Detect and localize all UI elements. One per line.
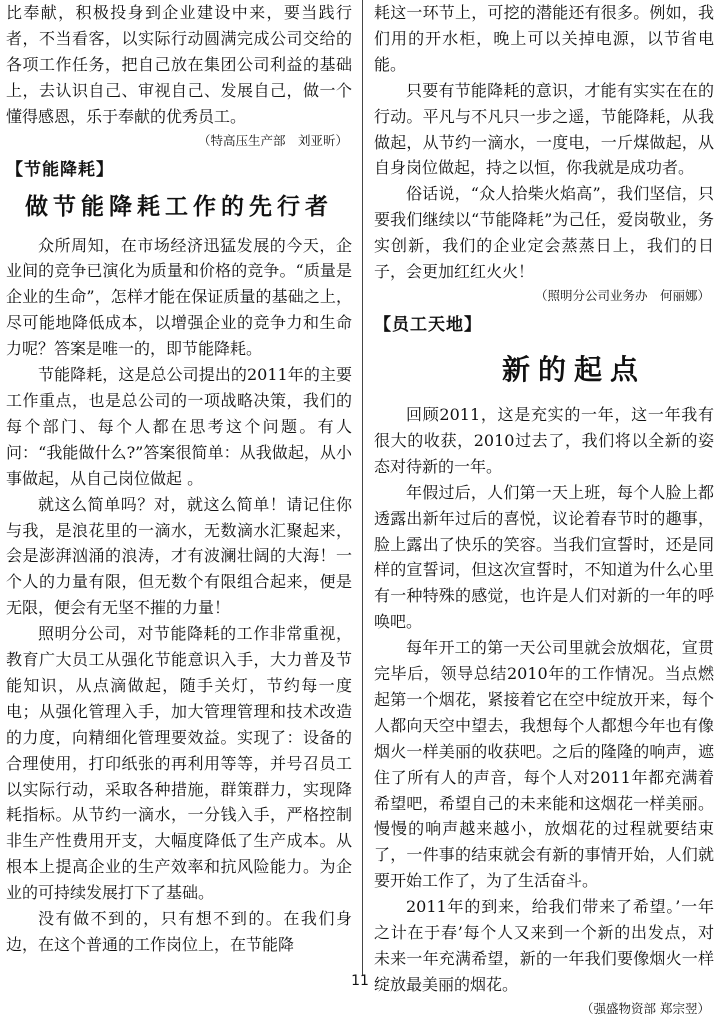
article-signature-new-start: （强盛物资部 郑宗翌） xyxy=(581,1000,710,1016)
page-number: 11 xyxy=(351,973,369,989)
article-signature-energy: （照明分公司业务办 何丽娜） xyxy=(534,287,710,303)
prev-article-signature: （特高压生产部 刘亚昕） xyxy=(197,132,348,148)
article-paragraph: 年假过后，人们第一天上班，每个人脸上都透露出新年过后的喜悦，议论着春节时的趣事，脸上露出了快乐的笑容。当我们宣誓时，还是同样的宣誓词，但这次宣誓时，不知道为什么心里有一种特殊的感觉，也许是人们对新的一年的呼唤吧。 xyxy=(374,482,714,632)
article-title-new-start: 新的起点 xyxy=(501,352,646,386)
article-title-energy-saving: 做节能降耗工作的先行者 xyxy=(25,193,333,220)
section-tag-staff-corner: 【员工天地】 xyxy=(374,314,482,335)
article-paragraph: 没有做不到的，只有想不到的。在我们身边，在这个普通的工作岗位上，在节能降 xyxy=(6,909,352,954)
right-column xyxy=(374,0,714,1020)
article-paragraph: 众所周知，在市场经济迅猛发展的今天，企业间的竞争已演化为质量和价格的竞争。“质量是企业的生命”，怎样才能在保证质量的基础之上，尽可能地降低成本，以增强企业的竞争力和生命力呢？答案是唯一的，即节能降耗。 xyxy=(6,235,352,359)
prev-article-tail: 比奉献，积极投身到企业建设中来，要当践行者，不当看客，以实际行动圆满完成公司交给的各项工作任务，把自己放在集团公司利益的基础上，去认识自己、审视自己、发展自己，做一个懂得感恩，乐于奉献的优秀员工。 xyxy=(6,3,352,126)
article-paragraph: 每年开工的第一天公司里就会放烟花，宣贯完毕后，领导总结2010年的工作情况。当点燃起第一个烟花，紧接着它在空中绽放开来，每个人都向天空中望去，我想每个人都想今年也有像烟火一样美丽的收获吧。之后的隆隆的响声，遮住了所有人的声音，每个人对2011年都充满着希望吧，希望自己的未来能和这烟花一样美丽。慢慢的响声越来越小，放烟花的过程就要结束了，一件事的结束就会有新的事情开始，人们就要开始工作了，为了生活奋斗。 xyxy=(374,638,714,891)
article-paragraph: 节能降耗，这是总公司提出的2011年的主要工作重点，也是总公司的一项战略决策，我们的每个部门、每个人都在思考这个问题。有人问：“我能做什么?”答案很简单：从我做起，从小事做起，从自己岗位做起 。 xyxy=(6,365,352,488)
section-tag-energy-saving: 【节能降耗】 xyxy=(6,159,114,180)
article-paragraph: 俗话说，“众人拾柴火焰高”，我们坚信，只要我们继续以“节能降耗”为己任，爱岗敬业，务实创新，我们的企业定会蒸蒸日上，我们的日子，会更加红红火火！ xyxy=(374,184,714,282)
article-paragraph: 2011年的到来，给我们带来了希望。’一年之计在于春’每个人又来到一个新的出发点，对未来一年充满希望，新的一年我们要像烟火一样绽放最美丽的烟花。 xyxy=(374,897,714,994)
article-paragraph-continued: 耗这一环节上，可挖的潜能还有很多。例如，我们用的开水柜，晚上可以关掉电源，以节省电能。 xyxy=(374,3,714,74)
column-divider xyxy=(362,0,363,975)
article-paragraph: 照明分公司，对节能降耗的工作非常重视，教育广大员工从强化节能意识入手，大力普及节能知识，从点滴做起，随手关灯，节约每一度电；从强化管理入手，加大管理管理和技术改造的力度，向精细化管理要效益。实现了：设备的合理使用，打印纸张的再利用等等，并号召员工以实际行动，采取各种措施，群策群力，实现降耗指标。从节约一滴水，一分钱入手，严格控制非生产性费用开支，大幅度降低了生产成本。从根本上提高企业的生产效率和抗风险能力。为企业的可持续发展打下了基础。 xyxy=(6,624,352,903)
article-paragraph: 回顾2011，这是充实的一年，这一年我有很大的收获，2010过去了，我们将以全新的姿态对待新的一年。 xyxy=(374,404,714,476)
article-paragraph: 就这么简单吗？对，就这么简单！请记住你与我，是浪花里的一滴水，无数滴水汇聚起来，会是澎湃汹涌的浪涛，才有波澜壮阔的大海！一个人的力量有限，但无数个有限组合起来，便是无限，便会有无坚不摧的力量！ xyxy=(6,494,352,618)
left-column xyxy=(6,0,352,958)
article-paragraph: 只要有节能降耗的意识，才能有实实在在的行动。平凡与不凡只一步之遥，节能降耗，从我做起，从节约一滴水，一度电，一斤煤做起，从自身岗位做起，持之以恒，你我就是成功者。 xyxy=(374,80,714,178)
